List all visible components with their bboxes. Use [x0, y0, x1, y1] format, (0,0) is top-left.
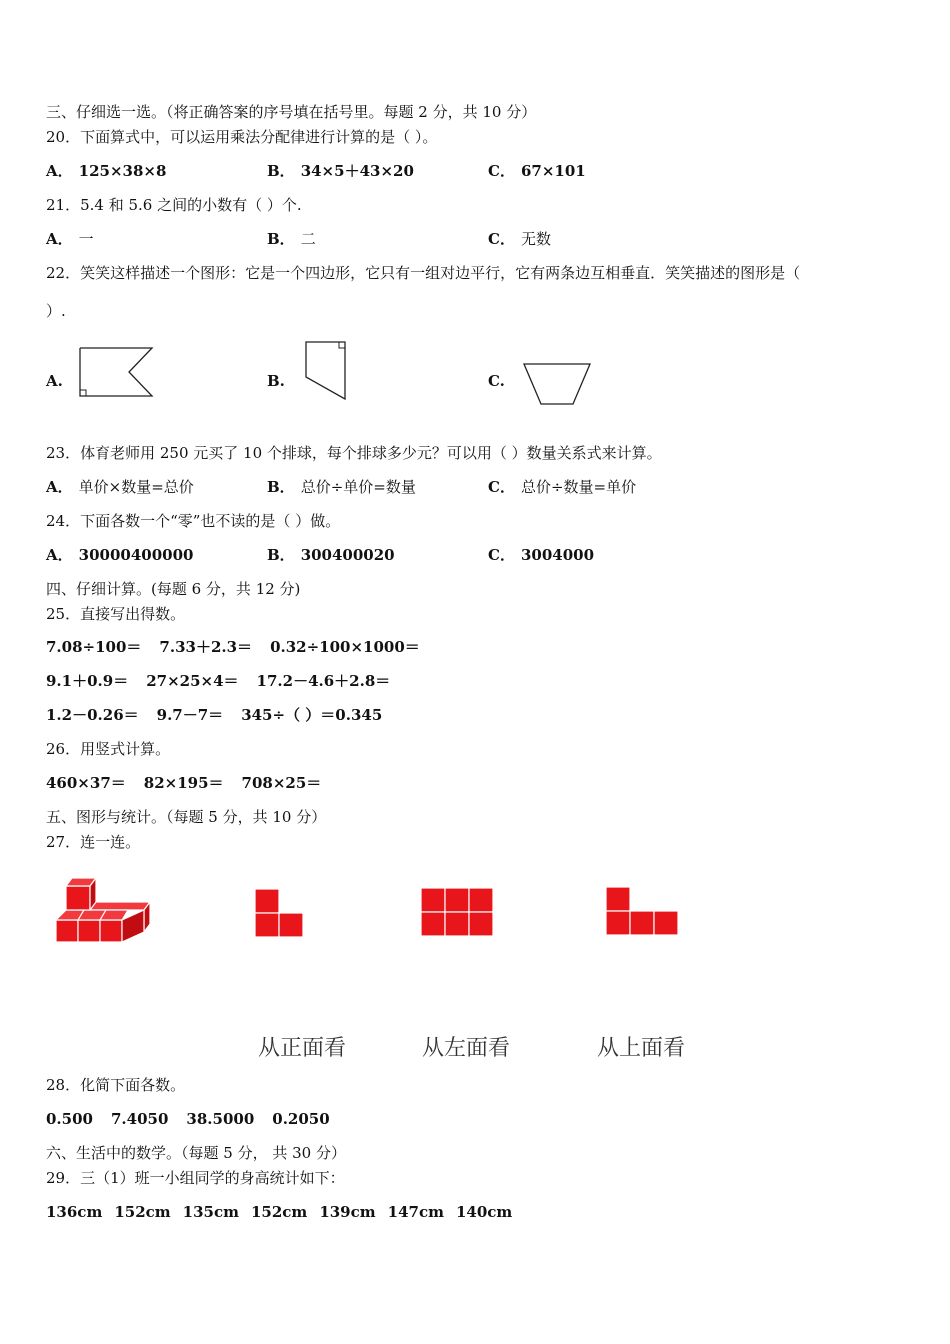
- q21-option-b[interactable]: B． 二: [267, 230, 316, 248]
- q22-option-a[interactable]: A.: [46, 372, 63, 390]
- q22-option-b[interactable]: B.: [267, 372, 285, 390]
- q24-option-b[interactable]: B． 300400020: [267, 546, 395, 564]
- q23-option-c[interactable]: C． 总价÷数量=单价: [488, 478, 637, 496]
- q22-shape-b-right-trapezoid: [301, 339, 351, 403]
- calc-item: 17.2－4.6＋2.8＝: [256, 672, 391, 690]
- q24-option-a[interactable]: A． 30000400000: [46, 546, 194, 564]
- q23-option-b[interactable]: B． 总价÷单价=数量: [267, 478, 416, 496]
- q22-shape-a-pentagon: [76, 344, 158, 402]
- height-item: 152cm: [250, 1203, 308, 1221]
- calc-item: 1.2－0.26＝: [46, 706, 139, 724]
- view-label-top[interactable]: 从上面看: [597, 1036, 686, 1061]
- q24-option-c[interactable]: C． 3004000: [488, 546, 595, 564]
- q20-option-b[interactable]: B． 34×5＋43×20: [267, 162, 414, 180]
- question-25: 25．直接写出得数。: [46, 605, 186, 623]
- calc-item: 0.32÷100×1000＝: [270, 638, 420, 656]
- calc-row-3: [46, 705, 400, 725]
- height-item: 147cm: [387, 1203, 444, 1221]
- calc-item: 460×37＝: [46, 774, 126, 792]
- calc-row-1: [46, 637, 438, 657]
- question-22: 22．笑笑这样描述一个图形：它是一个四边形，它只有一组对边平行，它有两条边互相垂直．笑笑描述的图形是（: [46, 264, 801, 282]
- calc-item: 27×25×4＝: [146, 672, 239, 690]
- calc-item: 82×195＝: [143, 774, 224, 792]
- heights-row: [46, 1202, 524, 1222]
- question-20: 20．下面算式中，可以运用乘法分配律进行计算的是（ ）。: [46, 128, 438, 146]
- cube-stack-3d-figure: [52, 872, 152, 948]
- view-label-front[interactable]: 从正面看: [258, 1036, 347, 1061]
- calc-row-2: [46, 671, 408, 691]
- view-label-left[interactable]: 从左面看: [422, 1036, 511, 1061]
- q23-option-a[interactable]: A． 单价×数量=总价: [46, 478, 194, 496]
- simplify-numbers-row: [46, 1109, 348, 1129]
- question-28: 28．化简下面各数。: [46, 1076, 186, 1094]
- number-item: 7.4050: [110, 1110, 169, 1128]
- height-item: 140cm: [455, 1203, 513, 1221]
- section-4-heading: 四、仔细计算。(每题 6 分，共 12 分): [46, 580, 301, 598]
- question-26: 26．用竖式计算。: [46, 740, 171, 758]
- view-figure-3: [604, 885, 682, 939]
- question-29: 29．三（1）班一小组同学的身高统计如下：: [46, 1169, 345, 1187]
- q20-option-c[interactable]: C． 67×101: [488, 162, 586, 180]
- question-22-continued: ）.: [46, 302, 66, 320]
- calc-item: 9.1＋0.9＝: [46, 672, 129, 690]
- q22-option-c[interactable]: C.: [488, 372, 505, 390]
- calc-item: 9.7－7＝: [156, 706, 224, 724]
- height-item: 139cm: [319, 1203, 376, 1221]
- number-item: 0.500: [46, 1110, 93, 1128]
- height-item: 135cm: [182, 1203, 239, 1221]
- question-27: 27．连一连。: [46, 833, 141, 851]
- q21-option-a[interactable]: A． 一: [46, 230, 94, 248]
- section-3-heading: 三、仔细选一选。（将正确答案的序号填在括号里。每题 2 分，共 10 分）: [46, 103, 537, 121]
- height-item: 136cm: [46, 1203, 103, 1221]
- view-figure-1: [253, 887, 307, 941]
- number-item: 0.2050: [272, 1110, 330, 1128]
- calc-item: 708×25＝: [241, 774, 322, 792]
- view-figure-2: [419, 886, 495, 940]
- vertical-calc-row: [46, 773, 339, 793]
- q21-option-c[interactable]: C． 无数: [488, 230, 551, 248]
- section-6-heading: 六、生活中的数学。（每题 5 分， 共 30 分）: [46, 1144, 346, 1162]
- q22-shape-c-trapezoid: [520, 360, 594, 408]
- number-item: 38.5000: [186, 1110, 255, 1128]
- q20-option-a[interactable]: A． 125×38×8: [46, 162, 167, 180]
- question-21: 21．5.4 和 5.6 之间的小数有（ ）个.: [46, 196, 302, 214]
- height-item: 152cm: [114, 1203, 171, 1221]
- calc-item: 345÷（ ）＝0.345: [241, 706, 383, 724]
- question-23: 23．体育老师用 250 元买了 10 个排球，每个排球多少元？可以用（ ）数量关系式来计算。: [46, 444, 662, 462]
- calc-item: 7.33＋2.3＝: [159, 638, 253, 656]
- question-24: 24．下面各数一个“零”也不读的是（ ）做。: [46, 512, 341, 530]
- section-5-heading: 五、图形与统计。（每题 5 分，共 10 分）: [46, 808, 327, 826]
- calc-item: 7.08÷100＝: [46, 638, 142, 656]
